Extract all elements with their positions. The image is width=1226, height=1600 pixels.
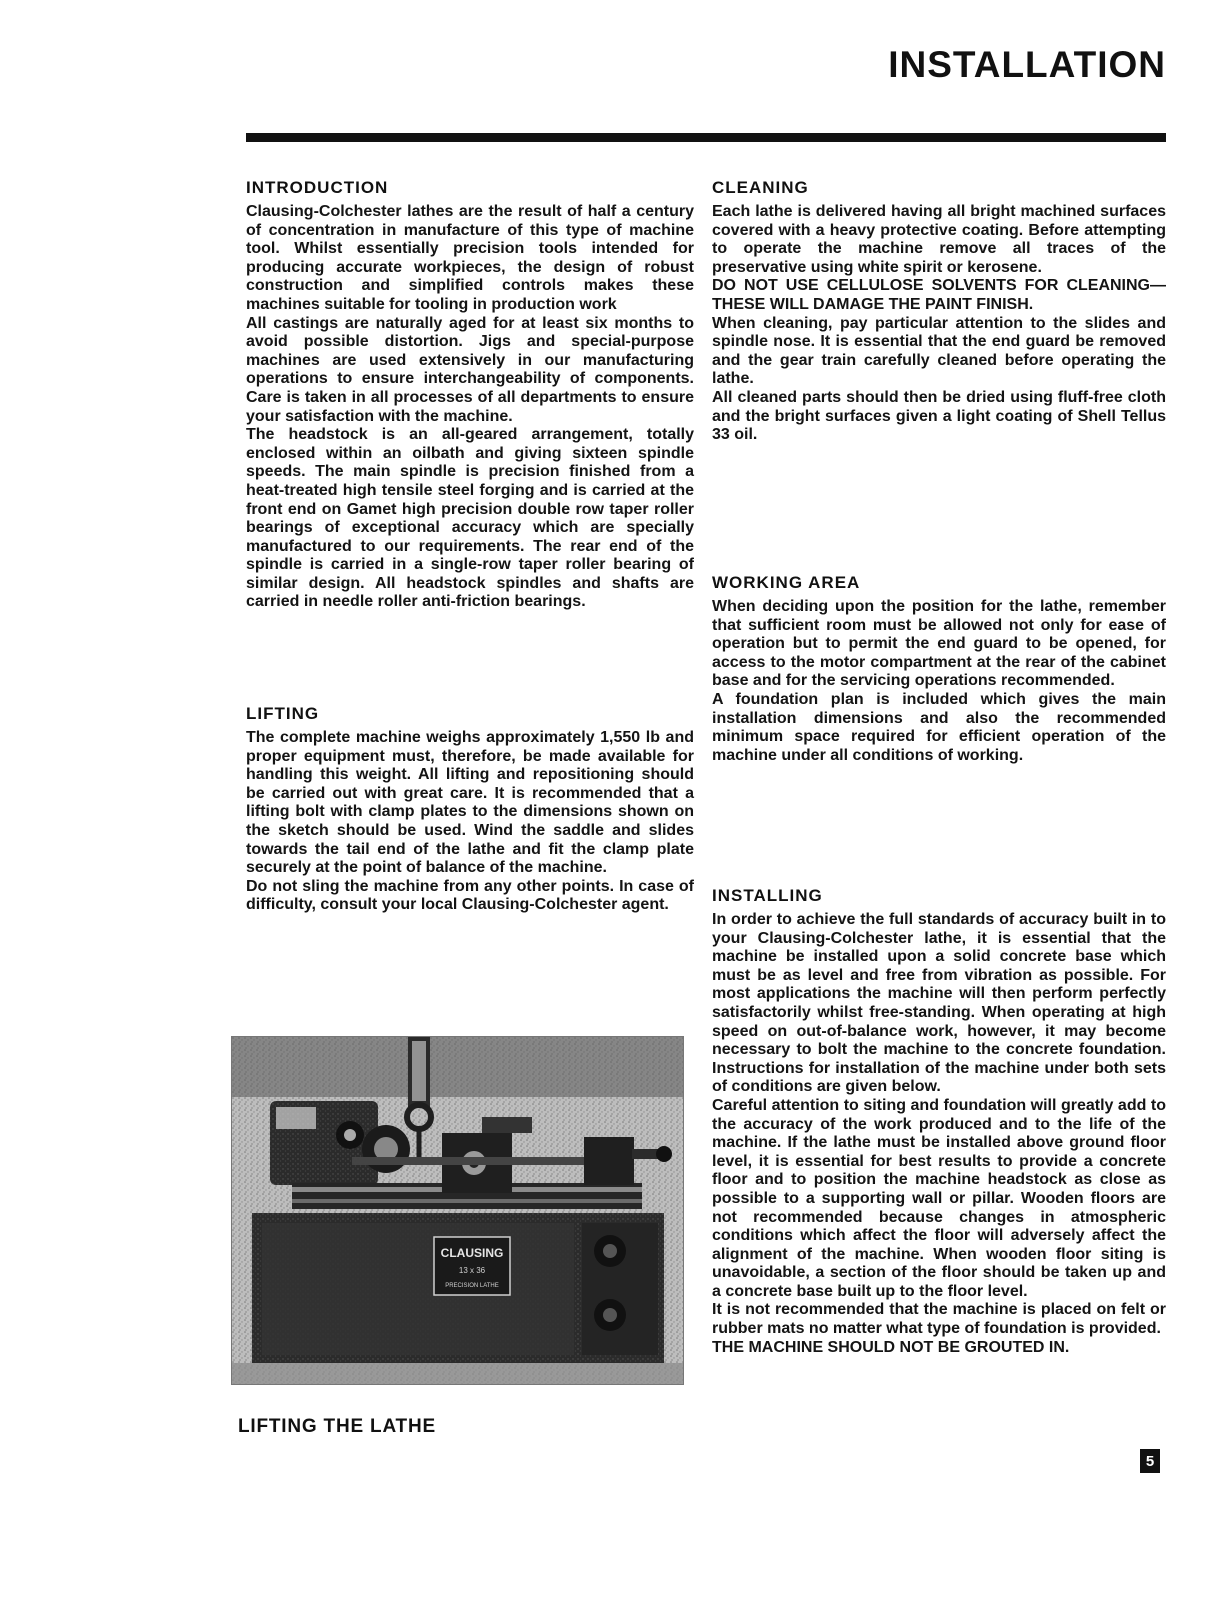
page-number: 5 xyxy=(1140,1449,1160,1473)
nameplate-type: PRECISION LATHE xyxy=(445,1283,499,1289)
lifting-heading: LIFTING xyxy=(246,704,320,723)
lifting-section xyxy=(246,704,694,915)
introduction-body: Clausing-Colchester lathes are the result of half a century of concentration in manufacture of this type of machine tool. Whilst essentially precision tools intended for producing accurate workpieces, the design of robust construction and simplified controls makes these machines suitable for tooling in production work All castings are naturally aged for at least six months to avoid possible distortion. Jigs and special-purpose machines are used extensively in our manufacturing operations to ensure interchangeability of components. Care is taken in all processes of all departments to ensure your satisfaction with the machine. The headstock is an all-geared arrangement, totally enclosed within an oilbath and giving sixteen spindle speeds. The main spindle is precision finished from a heat-treated high tensile steel forging and is carried at the front end on Gamet high precision double row taper roller bearings of exceptional accuracy which are specially manufactured to our requirements. The rear end of the spindle is carried in a single-row taper roller bearing of similar design. All headstock spindles and shafts are carried in needle roller anti-friction bearings. xyxy=(246,203,694,611)
working-area-heading: WORKING AREA xyxy=(712,573,861,592)
cleaning-body: Each lathe is delivered having all bright machined surfaces covered with a heavy protective coating. Before attempting to operate the machine remove all traces of the preservative using white spirit or kerosene. DO NOT USE CELLULOSE SOLVENTS FOR CLEANING—THESE WILL DAMAGE THE PAINT FINISH. When cleaning, pay particular attention to the slides and spindle nose. It is essential that the end guard be removed and the gear train carefully cleaned before operating the lathe. All cleaned parts should then be dried using fluff-free cloth and the bright surfaces given a light coating of Shell Tellus 33 oil. xyxy=(712,203,1166,444)
title-divider xyxy=(246,133,1166,142)
installing-section xyxy=(712,886,1166,1357)
nameplate-brand: CLAUSING xyxy=(440,1246,504,1260)
right-column xyxy=(712,178,1166,445)
nameplate-model: 13 x 36 xyxy=(458,1266,486,1275)
cleaning-heading: CLEANING xyxy=(712,178,809,197)
figure-caption: LIFTING THE LATHE xyxy=(238,1416,436,1437)
page-title: INSTALLATION xyxy=(888,44,1166,85)
cleaning-section xyxy=(712,178,1166,445)
working-area-body: When deciding upon the position for the lathe, remember that sufficient room must be allowed not only for ease of operation but to permit the end guard to be opened, for access to the motor compartment at the rear of the cabinet base and for the servicing operations recommended. A foundation plan is included which gives the main installation dimensions and also the recommended minimum space required for efficient operation of the machine under all conditions of working. xyxy=(712,598,1166,764)
introduction-heading: INTRODUCTION xyxy=(246,178,389,197)
installing-body: In order to achieve the full standards of accuracy built in to your Clausing-Colchester lathe, it is essential that the machine be installed upon a solid concrete base which must be as level and free from vibration as possible. For most applications the machine will then perform perfectly satisfactorily whilst free-standing. When operating at high speed on out-of-balance work, however, it may become necessary to bolt the machine to the concrete foundation. Instructions for installation of the machine under both sets of conditions are given below. Careful attention to siting and foundation will greatly add to the accuracy of the work produced and to the life of the machine. If the lathe must be installed above ground floor level, it is essential for best results to provide a concrete floor and to position the machine headstock as close as possible to a supporting wall or pillar. Wooden floors are not recommended because changes in atmospheric conditions which affect the floor will adversely affect the alignment of the machine. When wooden floor siting is unavoidable, a section of the floor should be taken up and a concrete base built up to the floor level. It is not recommended that the machine is placed on felt or rubber mats no matter what type of foundation is provided. THE MACHINE SHOULD NOT BE GROUTED IN. xyxy=(712,911,1166,1356)
working-area-section xyxy=(712,573,1166,765)
lathe-photo xyxy=(231,1036,684,1385)
introduction-section xyxy=(246,178,694,612)
lifting-body: The complete machine weighs approximately 1,550 lb and proper equipment must, therefore, be made available for handling this weight. All lifting and repositioning should be carried out with great care. It is recommended that a lifting bolt with clamp plates to the dimensions shown on the sketch should be used. Wind the saddle and slides towards the tail end of the lathe and fit the clamp plate securely at the point of balance of the machine. Do not sling the machine from any other points. In case of difficulty, consult your local Clausing-Colchester agent. xyxy=(246,729,694,914)
installing-heading: INSTALLING xyxy=(712,886,823,905)
left-column xyxy=(246,178,694,612)
